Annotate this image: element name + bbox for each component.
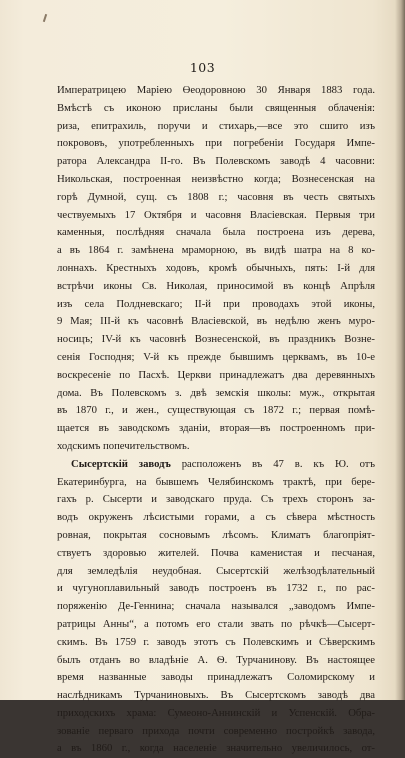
- text-line: сенія Господня; V-й къ прежде бывшимъ церквамъ, въ 10-е: [57, 350, 375, 363]
- text-line: зованіе перваго прихода почти современно постройкѣ завода,: [57, 724, 375, 737]
- text-line: изъ села Полдневскаго; II-й при проводахъ этой иконы,: [57, 297, 375, 310]
- text-line: ратрицы Анны“, а потомъ его стали звать по рѣчкѣ—Сысерт-: [57, 617, 375, 630]
- text-line: время названные заводы принадлежатъ Соломирскому и: [57, 671, 375, 684]
- text-line: приходскихъ храма: Сумеоно-Аннинскій и Успенскій. Обра-: [57, 706, 375, 719]
- text-line: горѣ Думной, сущ. съ 1808 г.; часовня въ честь святыхъ: [57, 190, 375, 203]
- text-line: 9 Мая; III-й къ часовнѣ Власіевской, въ недѣлю женъ муро-: [57, 315, 375, 328]
- text-line: поряженію Де-Геннина; сначала назывался „заводомъ Импе-: [57, 600, 375, 613]
- text-line: и чугуноплавильный заводъ построенъ въ 1732 г., по рас-: [57, 582, 375, 595]
- margin-mark: [43, 14, 47, 22]
- text-line: Екатеринбурга, на бывшемъ Челябинскомъ трактѣ, при бере-: [57, 475, 375, 488]
- text-line: а въ 1864 г. замѣнена мраморною, въ видѣ шатра на 8 ко-: [57, 244, 375, 257]
- text-line: наслѣдникамъ Турчаниновыхъ. Въ Сысертскомъ заводѣ два: [57, 689, 375, 702]
- text-line: воскресеніе по Пасхѣ. Церкви принадлежатъ два деревянныхъ: [57, 368, 375, 381]
- text-line: встрѣчи иконы Св. Николая, приносимой въ концѣ Апрѣля: [57, 279, 375, 292]
- text-line: ратора Александра II-го. Въ Полевскомъ заводѣ 4 часовни:: [57, 155, 375, 168]
- section-heading: Сысертскій заводъ: [71, 457, 171, 470]
- page-number: 103: [189, 60, 216, 75]
- text-line: въ 1870 г., и жен., существующая съ 1872 г.; первая помѣ-: [57, 404, 375, 417]
- text-line: носицъ; IV-й къ часовнѣ Вознесенской, въ праздникъ Возне-: [57, 333, 375, 346]
- text-line: Никольская, построенная неизвѣстно когда; Вознесенская на: [57, 172, 375, 185]
- text-line: чествуемыхъ 17 Октября и часовня Власіевская. Первыя три: [57, 208, 375, 221]
- text-line: водъ окруженъ лѣсистыми горами, а съ сѣвера мѣстность: [57, 511, 375, 524]
- text-line: скимъ. Въ 1759 г. заводъ этотъ съ Полевскимъ и Сѣверскимъ: [57, 635, 375, 648]
- line-text: расположенъ въ 47 в. къ Ю. отъ: [170, 457, 375, 470]
- text-line: Вмѣстѣ съ иконою присланы были священныя облаченія:: [57, 101, 375, 114]
- text-line: [57, 456, 375, 474]
- text-line: щается въ заводскомъ зданіи, вторая—въ построенномъ при-: [57, 422, 375, 435]
- text-line: каменныя, послѣдняя сначала была построена изъ дерева,: [57, 226, 375, 239]
- text-line: гахъ р. Сысерти и заводскаго пруда. Съ трехъ сторонъ за-: [57, 493, 375, 506]
- text-line: ровная, покрытая сосновымъ лѣсомъ. Климатъ благопріят-: [57, 528, 375, 541]
- text-line: а въ 1860 г., когда населеніе значительно увеличилось, от-: [57, 742, 375, 755]
- page-spine-shadow: [395, 0, 405, 700]
- page-body-text: [57, 82, 375, 758]
- text-line: Императрицею Маріею Өеодоровною 30 Января 1883 года.: [57, 84, 375, 96]
- text-line: ходскимъ попечительствомъ.: [57, 439, 190, 452]
- text-line: былъ отданъ во владѣніе А. Ѳ. Турчанинову. Въ настоящее: [57, 653, 375, 666]
- text-line: лоннахъ. Крестныхъ ходовъ, кромѣ обычныхъ, пять: I-й для: [57, 261, 375, 274]
- text-line: риза, епитрахиль, поручи и стихарь,—все это сшито изъ: [57, 119, 375, 132]
- text-line: для земледѣлія неудобная. Сысертскій желѣзодѣлательный: [57, 564, 375, 577]
- text-line: дома. Въ Полевскомъ з. двѣ земскія школы: муж., открытая: [57, 386, 375, 399]
- text-line: ствуетъ здоровью жителей. Почва каменистая и песчаная,: [57, 546, 375, 559]
- text-line: покрововъ, употребленныхъ при погребеніи Государя Импе-: [57, 137, 375, 150]
